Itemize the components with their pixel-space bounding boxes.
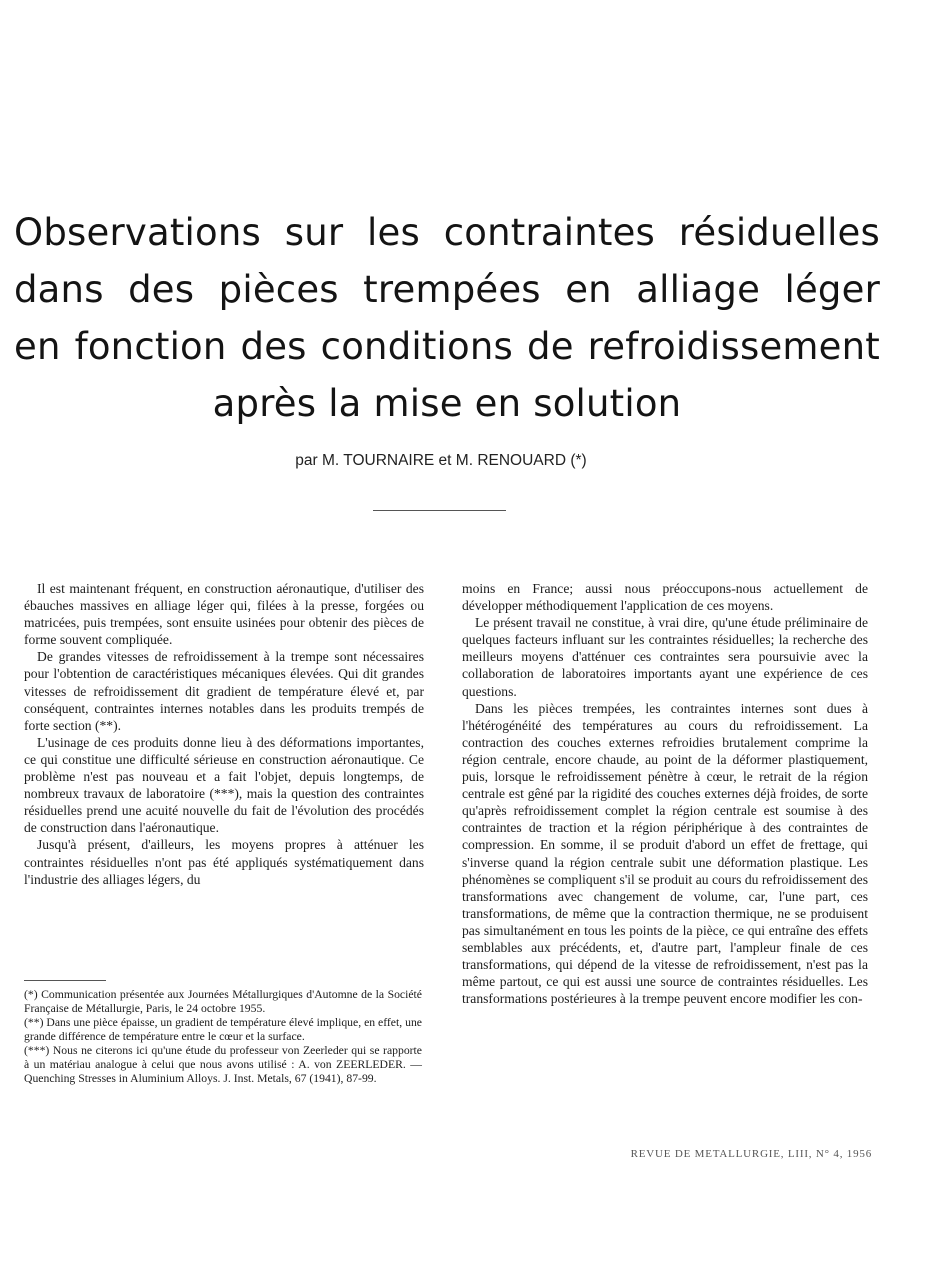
journal-footer: REVUE DE METALLURGIE, LIII, N° 4, 1956 (630, 1148, 872, 1160)
authors-byline: par M. TOURNAIRE et M. RENOUARD (*) (295, 452, 587, 469)
footnote: (***) Nous ne citerons ici qu'une étude du professeur von Zeerleder qui se rapporte à un matériau analogue à celui que nous avons utilisé : A. von ZEERLEDER. — Quenching Stresses in Aluminium Alloys. J. Inst. Metals, 67 (1941), 87-99. (24, 1044, 422, 1085)
footnote-rule (24, 980, 106, 981)
footnotes (24, 988, 422, 1086)
paragraph: De grandes vitesses de refroidissement à la trempe sont nécessaires pour l'obtention de caractéristiques mécaniques élevées. Qui dit grandes vitesses de refroidissement dit gradient de température élevé et, par conséquent, contraintes internes notables dans les produits trempés de forte section (**). (24, 649, 424, 733)
paragraph: Jusqu'à présent, d'ailleurs, les moyens propres à atténuer les contraintes résiduelles n'ont pas été appliqués systématiquement dans l'industrie des alliages légers, du (24, 837, 424, 887)
right-column (462, 580, 868, 1007)
paragraph: Le présent travail ne constitue, à vrai dire, qu'une étude préliminaire de quelques facteurs influant sur les contraintes résiduelles; la recherche des meilleurs moyens d'atténuer ces contraintes sera poursuivie avec la collaboration de laboratoires importants ayant une expérience de ces questions. (462, 615, 868, 699)
paragraph: Il est maintenant fréquent, en construction aéronautique, d'utiliser des ébauches massives en alliage léger qui, filées à la presse, forgées ou matricées, puis trempées, sont ensuite usinées pour obtenir des pièces de forme souvent compliquée. (24, 581, 424, 648)
paragraph: Dans les pièces trempées, les contraintes internes sont dues à l'hétérogénéité des températures au cours du refroidissement. La contraction des couches externes refroidies brutalement comprime la région centrale, encore chaude, au point de la déformer plastiquement, puis, lorsque le refroidissement pénètre à cœur, le retrait de la région centrale est gêné par la rigidité des couches externes déjà froides, de sorte qu'après refroidissement complet la région centrale est soumise à des contraintes de traction et la région périphérique à des contraintes de compression. En somme, il se produit d'abord un effet de frettage, qui s'inverse quand la région centrale subit une déformation plastique. Les phénomènes se compliquent s'il se produit au cours du refroidissement des transformations avec changement de volume, car, l'une part, ces transformations, de même que la contraction thermique, ne se produisent pas simultanément en tous les points de la pièce, ce qui entraîne des effets semblables aux précédents, et, d'autre part, l'ampleur finale de ces transformations, qui dépend de la vitesse de refroidissement, n'est pas la même partout, ce qui est aussi une source de contraintes résiduelles. Les transformations postérieures à la trempe peuvent encore modifier les con- (462, 700, 868, 1007)
paragraph: L'usinage de ces produits donne lieu à des déformations importantes, ce qui constitue une difficulté sérieuse en construction aéronautique. Ce problème n'est pas nouveau et a fait l'objet, depuis longtemps, de nombreux travaux de laboratoire (***), mais la question des contraintes résiduelles prend une acuité nouvelle du fait de l'évolution des procédés de construction dans l'aéronautique. (24, 734, 424, 836)
footnote: (**) Dans une pièce épaisse, un gradient de température élevé implique, en effet, une grande différence de température entre le cœur et la surface. (24, 1016, 422, 1043)
title-line: dans des pièces trempées en alliage léger (14, 268, 880, 311)
title-separator (373, 510, 506, 511)
footnote: (*) Communication présentée aux Journées Métallurgiques d'Automne de la Société Française de Métallurgie, Paris, le 24 octobre 1955. (24, 988, 422, 1015)
title-line: Observations sur les contraintes résiduelles (14, 211, 880, 254)
title-line: après la mise en solution (212, 382, 682, 425)
title-line: en fonction des conditions de refroidissement (14, 325, 880, 368)
paragraph: moins en France; aussi nous préoccupons-nous actuellement de développer méthodiquement l'application de ces moyens. (462, 581, 868, 614)
left-column (24, 580, 424, 888)
article-title (14, 204, 880, 432)
